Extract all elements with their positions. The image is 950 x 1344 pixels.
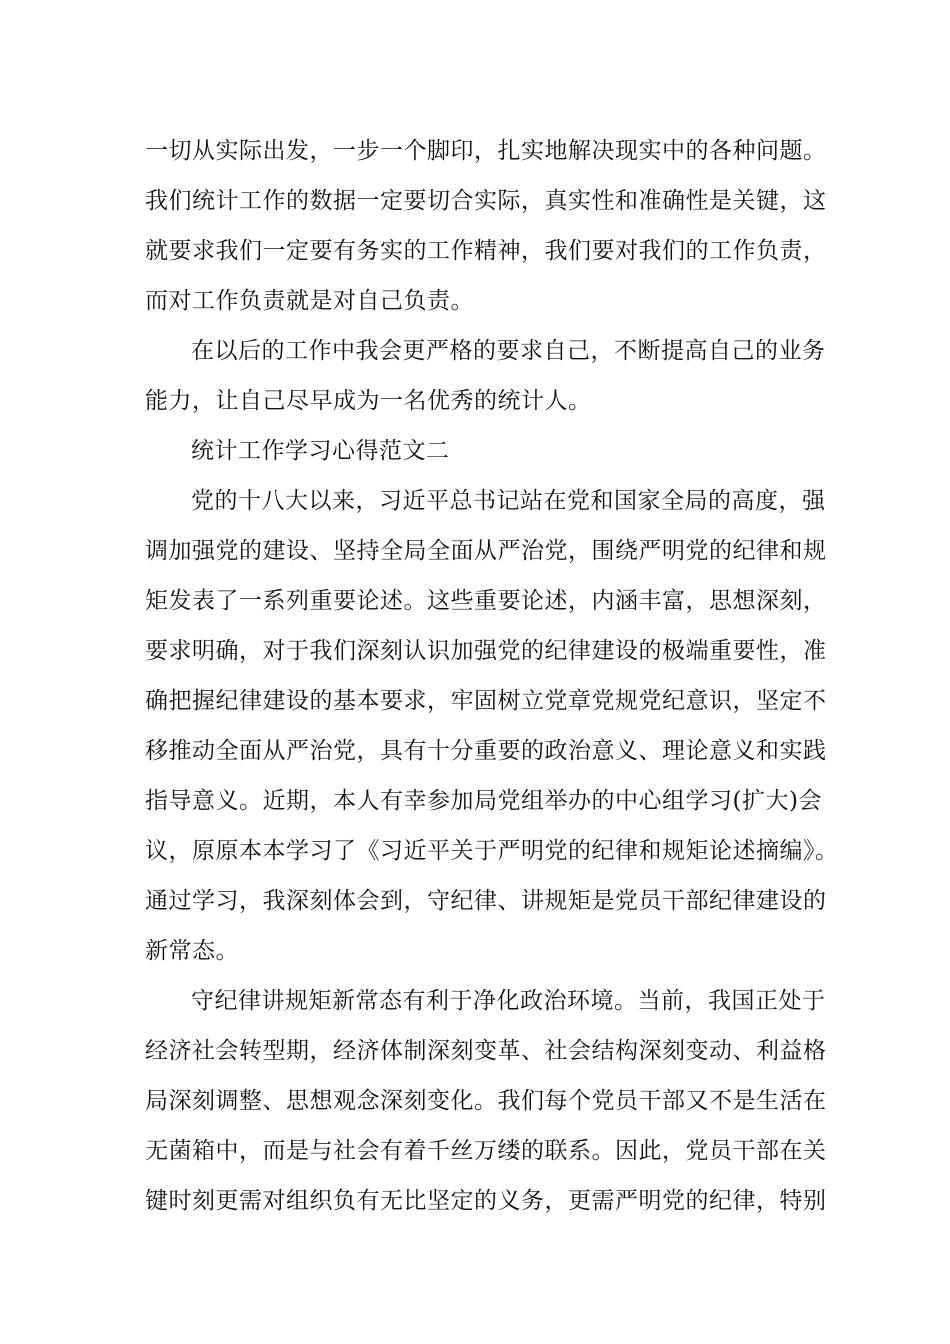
text-line: 无菌箱中，而是与社会有着千丝万缕的联系。因此，党员干部在关 (145, 1138, 827, 1164)
text-line: 要求明确，对于我们深刻认识加强党的纪律建设的极端重要性，准 (145, 638, 827, 664)
text-line: 守纪律讲规矩新常态有利于净化政治环境。当前，我国正处于 (191, 988, 826, 1014)
section-heading: 统计工作学习心得范文二 (191, 438, 450, 464)
text-line: 局深刻调整、思想观念深刻变化。我们每个党员干部又不是生活在 (145, 1088, 827, 1114)
text-line: 键时刻更需对组织负有无比坚定的义务，更需严明党的纪律，特别 (145, 1188, 827, 1214)
text-line: 新常态。 (145, 938, 239, 964)
text-line: 就要求我们一定要有务实的工作精神，我们要对我们的工作负责， (145, 238, 827, 264)
text-line: 在以后的工作中我会更严格的要求自己，不断提高自己的业务 (191, 338, 826, 364)
text-line: 矩发表了一系列重要论述。这些重要论述，内涵丰富，思想深刻， (145, 588, 827, 614)
text-line: 能力，让自己尽早成为一名优秀的统计人。 (145, 388, 592, 414)
text-line: 经济社会转型期，经济体制深刻变革、社会结构深刻变动、利益格 (145, 1038, 827, 1064)
text-line: 调加强党的建设、坚持全局全面从严治党，围绕严明党的纪律和规 (145, 538, 827, 564)
text-line: 议，原原本本学习了《习近平关于严明党的纪律和规矩论述摘编》。 (145, 838, 839, 864)
text-line: 移推动全面从严治党，具有十分重要的政治意义、理论意义和实践 (145, 738, 827, 764)
text-line: 指导意义。近期，本人有幸参加局党组举办的中心组学习(扩大)会 (145, 788, 822, 814)
text-line: 我们统计工作的数据一定要切合实际，真实性和准确性是关键，这 (145, 188, 827, 214)
text-line: 而对工作负责就是对自己负责。 (145, 288, 474, 314)
text-line: 一切从实际出发，一步一个脚印，扎实地解决现实中的各种问题。 (145, 138, 827, 164)
text-line: 确把握纪律建设的基本要求，牢固树立党章党规党纪意识，坚定不 (145, 688, 827, 714)
text-line: 党的十八大以来，习近平总书记站在党和国家全局的高度，强 (191, 488, 826, 514)
text-line: 通过学习，我深刻体会到，守纪律、讲规矩是党员干部纪律建设的 (145, 888, 827, 914)
